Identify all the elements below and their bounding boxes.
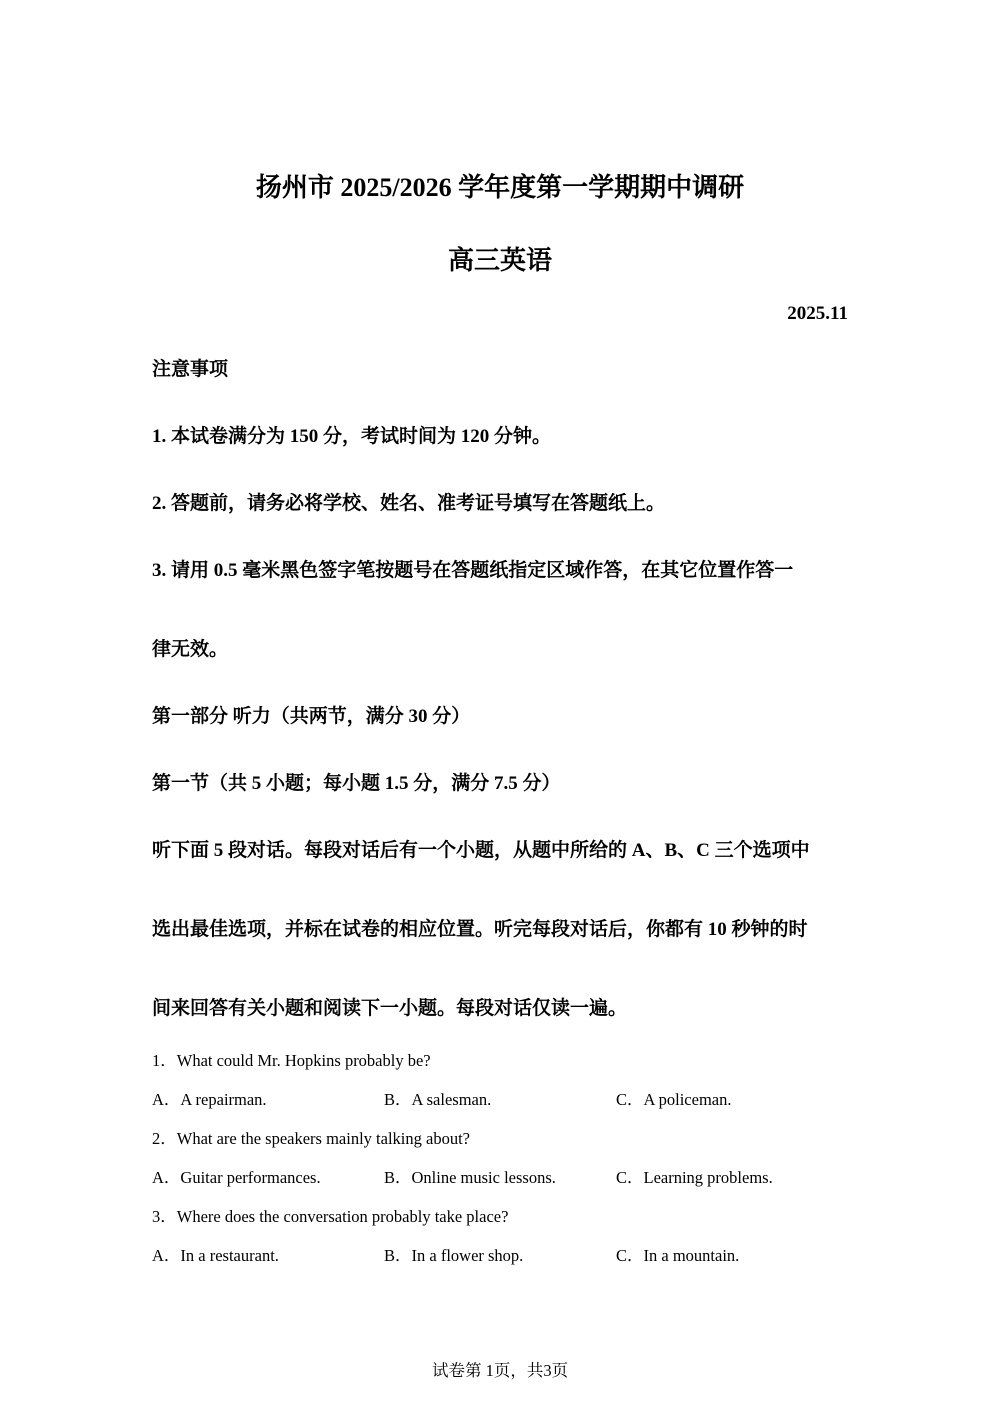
option-b: B．Online music lessons. [384,1168,556,1187]
instructions-line-2: 选出最佳选项，并标在试卷的相应位置。听完每段对话后，你都有 10 秒钟的时 [152,919,808,940]
notice-item-3-line-1: 3. 请用 0.5 毫米黑色签字笔按题号在答题纸指定区域作答，在其它位置作答一 [152,560,794,581]
option-c: C．Learning problems. [616,1168,773,1187]
option-b: B．A salesman. [384,1090,492,1109]
option-a: A．In a restaurant. [152,1246,279,1265]
notice-item-2: 2. 答题前，请务必将学校、姓名、准考证号填写在答题纸上。 [152,493,666,514]
section-heading: 第一节（共 5 小题；每小题 1.5 分，满分 7.5 分） [152,773,561,794]
option-c: C．In a mountain. [616,1246,740,1265]
question-stem: 3．Where does the conversation probably take place? [152,1207,509,1226]
question-stem: 1．What could Mr. Hopkins probably be? [152,1051,431,1070]
instructions-line-3: 间来回答有关小题和阅读下一小题。每段对话仅读一遍。 [152,998,628,1019]
notice-item-3-line-2: 律无效。 [152,639,229,660]
option-c: C．A policeman. [616,1090,732,1109]
exam-date: 2025.11 [787,303,848,324]
subject-title: 高三英语 [447,246,552,275]
exam-title: 扬州市 2025/2026 学年度第一学期期中调研 [255,173,745,202]
question-stem: 2．What are the speakers mainly talking about? [152,1129,470,1148]
notice-item-1: 1. 本试卷满分为 150 分，考试时间为 120 分钟。 [152,426,552,447]
option-b: B．In a flower shop. [384,1246,524,1265]
option-a: A．Guitar performances. [152,1168,321,1187]
instructions-line-1: 听下面 5 段对话。每段对话后有一个小题，从题中所给的 A、B、C 三个选项中 [152,840,810,861]
page-footer: 试卷第 1页，共3页 [431,1361,569,1380]
notice-heading: 注意事项 [152,359,229,380]
part-heading: 第一部分 听力（共两节，满分 30 分） [152,706,471,727]
option-a: A．A repairman. [152,1090,267,1109]
